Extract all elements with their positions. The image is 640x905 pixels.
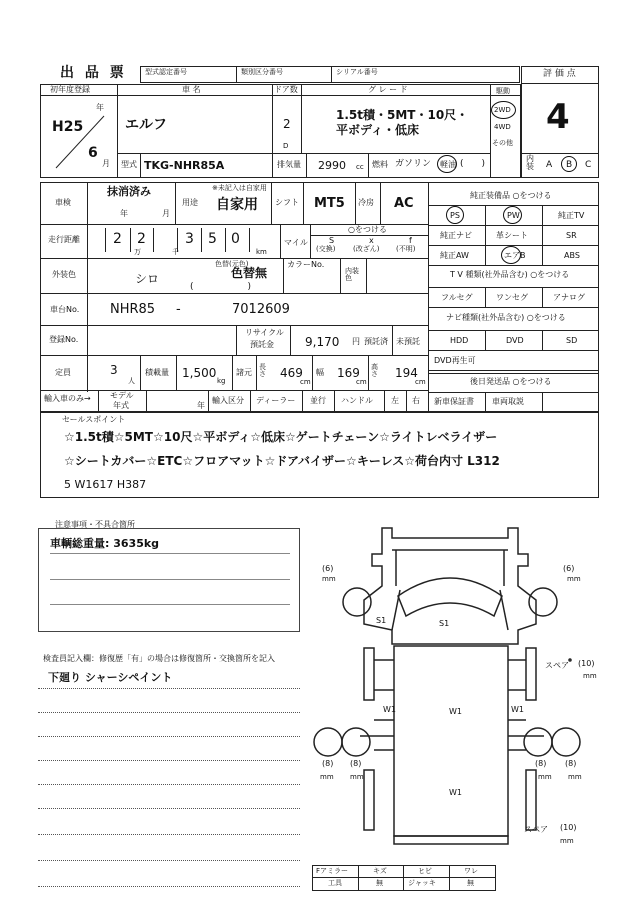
tread-rear-1-unit: mm (320, 773, 334, 781)
tread-rear-4-unit: mm (568, 773, 582, 781)
legend-header-3: ヒビ (418, 867, 432, 875)
width-label: 幅 (316, 368, 324, 377)
handle-left[interactable]: 左 (391, 396, 399, 405)
drive-4wd[interactable]: 4WD (494, 123, 511, 131)
shift-value: MT5 (314, 196, 345, 211)
length-label: 長 さ (259, 363, 266, 378)
color-change-label: 色替(元色) (215, 260, 249, 268)
color-no-label: カラーNo. (287, 260, 325, 269)
tread-rear-3-unit: mm (538, 773, 552, 781)
legend-header-1: Fアミラー (316, 867, 349, 875)
legend-value-4: 無 (467, 879, 474, 887)
interior-b-circle (561, 156, 577, 172)
aftermarket-warranty[interactable]: 新車保証書 (434, 397, 474, 406)
mileage-x-sub: (改ざん) (353, 245, 380, 253)
doors-label: ドア数 (274, 85, 298, 94)
height-label: 高 さ (371, 363, 378, 378)
chassis-label: 車台No. (50, 305, 80, 314)
equip-pw[interactable]: PW (507, 211, 520, 220)
legend-value-2: 無 (376, 879, 383, 887)
drive-2wd-circle (491, 101, 516, 119)
width-value: 169 (337, 366, 360, 380)
mileage-circle-note: ○をつける (348, 225, 387, 234)
chassis-number: 7012609 (232, 302, 290, 317)
navi-hdd[interactable]: HDD (450, 336, 469, 345)
grade-line2: 平ボディ・低床 (336, 123, 420, 137)
sheet-title: 出 品 票 (60, 65, 127, 81)
color-change-value: 色替無 (231, 266, 268, 280)
load-value: 1,500 (182, 366, 217, 380)
mileage-x[interactable]: x (369, 236, 374, 245)
spare-rear-unit: mm (560, 837, 574, 845)
first-reg-label: 初年度登録 (50, 85, 90, 94)
equip-airbag-circle (501, 246, 521, 264)
equip-leather[interactable]: 革シート (496, 231, 528, 240)
inspection-month: 月 (162, 209, 170, 218)
mark-w1-left: W1 (383, 705, 396, 714)
inspector-note: 検査員記入欄：修復歴「有」の場合は修復箇所・交換箇所を記入 (43, 654, 275, 663)
capacity-unit: 人 (128, 377, 135, 385)
ac-value: AC (394, 196, 414, 211)
navi-sd[interactable]: SD (566, 336, 578, 345)
chassis-dash: - (176, 302, 181, 317)
unregistered-note: ※未記入は自家用 (212, 184, 267, 192)
interior-color-label: 内装 色 (345, 267, 359, 282)
recycle-value: 9,170 (305, 335, 340, 349)
tread-rear-2-unit: mm (350, 773, 364, 781)
fuel-gasoline[interactable]: ガソリン (395, 159, 432, 169)
tread-rear-1: (8) (322, 759, 334, 768)
header-id-row (140, 66, 520, 83)
model-year-label-2: 年式 (113, 401, 129, 410)
aftermarket-manual[interactable]: 車両取説 (492, 397, 524, 406)
inspection-year: 年 (120, 209, 128, 218)
exterior-label: 外装色 (52, 270, 76, 279)
mark-s1-center: S1 (439, 619, 450, 628)
equip-sr[interactable]: SR (566, 231, 577, 240)
inspection-label: 車検 (55, 198, 71, 207)
height-value: 194 (395, 366, 418, 380)
mark-w1-right: W1 (511, 705, 524, 714)
mileage-digit-3: 3 (185, 231, 194, 247)
spare-front-value: (10) (578, 659, 595, 668)
grade-line1: 1.5t積・5MT・10尺・ (336, 108, 469, 122)
fuel-diesel[interactable]: 軽油 (440, 160, 456, 169)
mileage-sen: 千 (172, 248, 179, 256)
mileage-unit: km (256, 248, 267, 256)
tread-rear-3: (8) (535, 759, 547, 768)
doors-value: 2 (283, 117, 291, 131)
equipment-title: 純正装備品 ○をつける (470, 191, 552, 200)
navi-dvd[interactable]: DVD (506, 336, 524, 345)
first-reg-month: 6 (88, 145, 98, 161)
sales-label: セールスポイント (62, 415, 126, 424)
import-cat-label: 輸入区分 (212, 396, 244, 405)
recycle-deposited[interactable]: 預託済 (364, 337, 388, 346)
category-label: 類別区分番号 (241, 68, 283, 76)
recycle-unit: 円 (352, 337, 360, 346)
capacity-value: 3 (110, 363, 118, 377)
model-value: TKG-NHR85A (144, 159, 225, 172)
dvd-playback[interactable]: DVD再生可 (434, 356, 476, 365)
legend-value-3: ジャッキ (408, 879, 436, 887)
sales-line-3: 5 W1617 H387 (64, 478, 147, 491)
year-mark: 年 (96, 103, 104, 112)
sales-line-1: ☆1.5t積☆5MT☆10尺☆平ボディ☆低床☆ゲートチェーン☆ライトレベライザー (64, 430, 498, 444)
load-label: 積載量 (145, 368, 169, 377)
score-label: 評 価 点 (543, 69, 576, 79)
mileage-f-sub: (不明) (396, 245, 416, 253)
car-name: エルフ (125, 117, 167, 133)
recycle-label-1: リサイクル (245, 328, 284, 337)
month-mark: 月 (102, 159, 110, 168)
mileage-man: 万 (134, 248, 141, 256)
mileage-f[interactable]: f (409, 236, 412, 245)
drive-other[interactable]: その他 (492, 139, 513, 147)
spare-front-label: スペア (545, 661, 569, 670)
mileage-digit-1: 2 (113, 231, 122, 247)
chassis-prefix: NHR85 (110, 302, 156, 317)
model-year-unit: 年 (197, 401, 205, 410)
displacement-value: 2990 (318, 159, 346, 172)
equip-navi[interactable]: 純正ナビ (440, 231, 472, 240)
interior-grade-b[interactable]: B (566, 160, 573, 170)
color-paren: ( ) (190, 282, 252, 292)
handle-label: ハンドル (341, 396, 373, 405)
first-reg-year: H25 (52, 119, 84, 135)
mileage-digit-2: 2 (137, 231, 146, 247)
aftermarket-title: 後日発送品 ○をつける (470, 377, 552, 386)
import-dealer[interactable]: ディーラー (256, 396, 296, 405)
equip-ps[interactable]: PS (450, 211, 460, 220)
equip-tv[interactable]: 純正TV (558, 211, 585, 220)
ac-label: 冷房 (358, 198, 374, 207)
shift-label: シフト (275, 198, 299, 207)
notes-title: 注意事項・不具合箇所 (55, 520, 135, 529)
grade-label: グ レ ー ド (368, 85, 408, 94)
exterior-color: シロ (135, 272, 160, 286)
equip-ps-circle (446, 206, 464, 224)
capacity-label: 定員 (55, 368, 71, 377)
navi-title: ナビ種類(社外品含む) ○をつける (446, 313, 566, 322)
mark-w1-bottom: W1 (449, 788, 462, 797)
spare-front-unit: mm (583, 672, 597, 680)
legend-value-1: 工具 (328, 879, 342, 887)
interior-grade-label: 内 装 (526, 154, 534, 171)
import-label: 輸入車のみ→ (44, 394, 91, 403)
mileage-s[interactable]: S (329, 236, 335, 245)
reg-no-label: 登録No. (49, 335, 79, 344)
drive-label: 駆動 (496, 87, 510, 95)
mileage-digit-5: 0 (231, 231, 240, 247)
score-value: 4 (546, 97, 570, 137)
use-value: 自家用 (216, 197, 258, 213)
model-cert-label: 型式認定番号 (145, 68, 187, 76)
load-unit: kg (217, 377, 226, 385)
inspection-value: 抹消済み (107, 185, 151, 198)
fuel-diesel-circle (437, 155, 457, 173)
tread-right-front-unit: mm (567, 575, 581, 583)
mile-label: マイル (284, 238, 308, 247)
fuel-label: 燃料 (372, 160, 388, 169)
car-name-label: 車 名 (182, 85, 201, 94)
tread-rear-4: (8) (565, 759, 577, 768)
equip-aw[interactable]: 純正AW (440, 251, 469, 260)
truck-diagram (300, 520, 600, 850)
tv-analog[interactable]: アナログ (553, 293, 585, 302)
recycle-label-2: 預託金 (250, 340, 274, 349)
sales-line-2: ☆シートカバー☆ETC☆フロアマット☆ドアバイザー☆キーレス☆荷台内寸 L312 (64, 454, 500, 468)
tread-left-front-unit: mm (322, 575, 336, 583)
fuel-paren: ( ) (460, 159, 486, 169)
serial-label: シリアル番号 (336, 68, 378, 76)
legend-header-2: キズ (373, 867, 387, 875)
use-label: 用途 (182, 198, 198, 207)
mark-w1-center: W1 (449, 707, 462, 716)
tv-title: T V 種類(社外品含む) ○をつける (450, 270, 570, 279)
tv-fullseg[interactable]: フルセグ (441, 293, 473, 302)
displacement-unit: cc (356, 163, 364, 171)
model-year-label-1: モデル (110, 391, 134, 400)
width-unit: cm (356, 378, 367, 386)
mileage-s-sub: (交換) (316, 245, 336, 253)
dims-label: 諸元 (236, 368, 252, 377)
drive-2wd[interactable]: 2WD (494, 106, 511, 114)
tread-right-front: (6) (563, 564, 575, 573)
undercarriage-note: 下廻り シャーシペイント (48, 671, 173, 684)
displacement-label: 排気量 (277, 160, 301, 169)
length-unit: cm (300, 378, 311, 386)
legend-header-4: ワレ (464, 867, 478, 875)
tread-rear-2: (8) (350, 759, 362, 768)
height-unit: cm (415, 378, 426, 386)
equip-airbag[interactable]: エアB (504, 251, 526, 260)
tv-oneseg[interactable]: ワンセグ (496, 293, 528, 302)
equip-abs[interactable]: ABS (564, 251, 580, 260)
mileage-digit-4: 5 (208, 231, 217, 247)
interior-grade-a[interactable]: A (546, 160, 553, 170)
import-parallel[interactable]: 並行 (310, 396, 326, 405)
handle-right[interactable]: 右 (412, 396, 420, 405)
tread-left-front: (6) (322, 564, 334, 573)
model-label: 型式 (121, 160, 137, 169)
length-value: 469 (280, 366, 303, 380)
gross-weight: 車輌総重量: 3635kg (50, 537, 160, 550)
spare-rear-label: スペア (524, 825, 548, 834)
spare-rear-value: (10) (560, 823, 577, 832)
interior-grade-c[interactable]: C (585, 160, 592, 170)
equip-pw-circle (503, 206, 522, 224)
mark-s1-left: S1 (376, 616, 387, 625)
recycle-not[interactable]: 未預託 (396, 337, 420, 346)
doors-suffix: D (283, 142, 289, 150)
mileage-label: 走行距離 (48, 235, 80, 244)
